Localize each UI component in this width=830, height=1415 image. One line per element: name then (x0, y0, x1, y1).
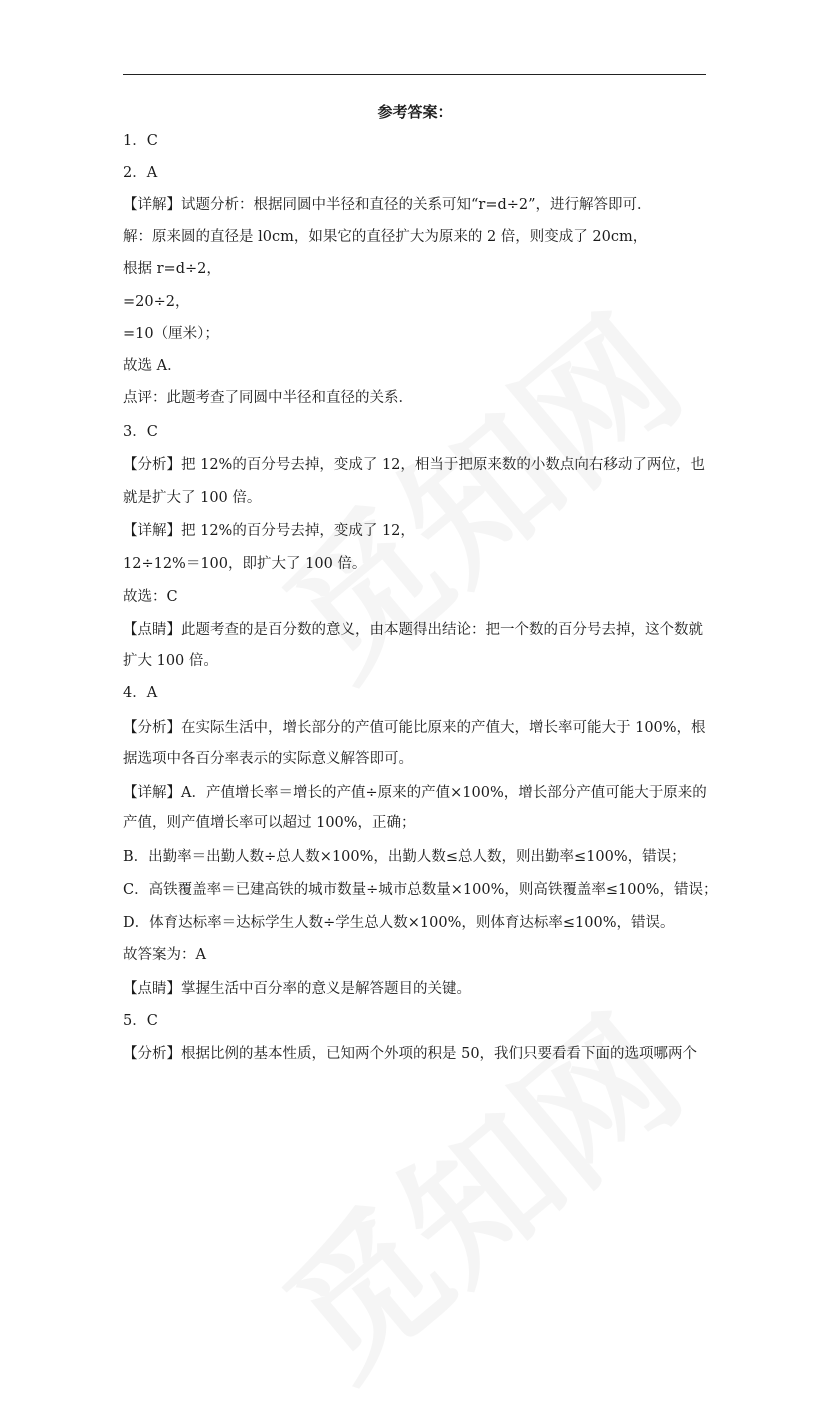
text-line: 【分析】根据比例的基本性质，已知两个外项的积是 50，我们只要看看下面的选项哪两个 (123, 1046, 698, 1062)
watermark-bottom (233, 961, 717, 1415)
text-line: 【点睛】掌握生活中百分率的意义是解答题目的关键。 (123, 981, 471, 997)
text-line: 故答案为：A (123, 947, 206, 963)
text-line: =20÷2， (123, 294, 190, 310)
page-title: 参考答案： (377, 103, 453, 121)
text-line: 5．C (123, 1013, 158, 1029)
text-line: 【分析】把 12%的百分号去掉，变成了 12，相当于把原来数的小数点向右移动了两位，也 (123, 457, 705, 473)
text-line: 【详解】A．产值增长率＝增长的产值÷原来的产值×100%，增长部分产值可能大于原来的 (123, 785, 707, 801)
text-line: 4．A (123, 685, 158, 701)
text-line: 2．A (123, 165, 158, 181)
text-line: 【分析】在实际生活中，增长部分的产值可能比原来的产值大，增长率可能大于 100%，根 (123, 720, 706, 736)
header-rule (123, 74, 706, 75)
text-line: =10（厘米）； (123, 326, 219, 342)
text-line: 就是扩大了 100 倍。 (123, 490, 262, 506)
text-line: 产值，则产值增长率可以超过 100%，正确； (123, 815, 416, 831)
text-line: 【点睛】此题考查的是百分数的意义，由本题得出结论：把一个数的百分号去掉，这个数就 (123, 622, 703, 638)
text-line: 根据 r=d÷2， (123, 261, 221, 277)
text-line: 12÷12%＝100，即扩大了 100 倍。 (123, 556, 367, 572)
text-line: 【详解】试题分析：根据同圆中半径和直径的关系可知“r=d÷2”，进行解答即可． (123, 197, 652, 213)
text-line: 点评：此题考查了同圆中半径和直径的关系． (123, 390, 413, 406)
text-line: 据选项中各百分率表示的实际意义解答即可。 (123, 751, 413, 767)
text-line: 3．C (123, 424, 158, 440)
watermark (233, 261, 717, 716)
text-line: 解：原来圆的直径是 l0cm，如果它的直径扩大为原来的 2 倍，则变成了 20cm， (123, 229, 648, 245)
text-line: 故选 A． (123, 358, 182, 374)
text-line: 故选：C (123, 589, 178, 605)
text-line: D．体育达标率＝达标学生人数÷学生总人数×100%，则体育达标率≤100%，错误。 (123, 915, 675, 931)
text-line: 【详解】把 12%的百分号去掉，变成了 12， (123, 523, 415, 539)
text-line: C．高铁覆盖率＝已建高铁的城市数量÷城市总数量×100%，则高铁覆盖率≤100%，错误； (123, 882, 718, 898)
text-line: 1．C (123, 133, 158, 149)
text-line: B．出勤率＝出勤人数÷总人数×100%，出勤人数≤总人数，则出勤率≤100%，错误； (123, 849, 686, 865)
text-line: 扩大 100 倍。 (123, 653, 218, 669)
